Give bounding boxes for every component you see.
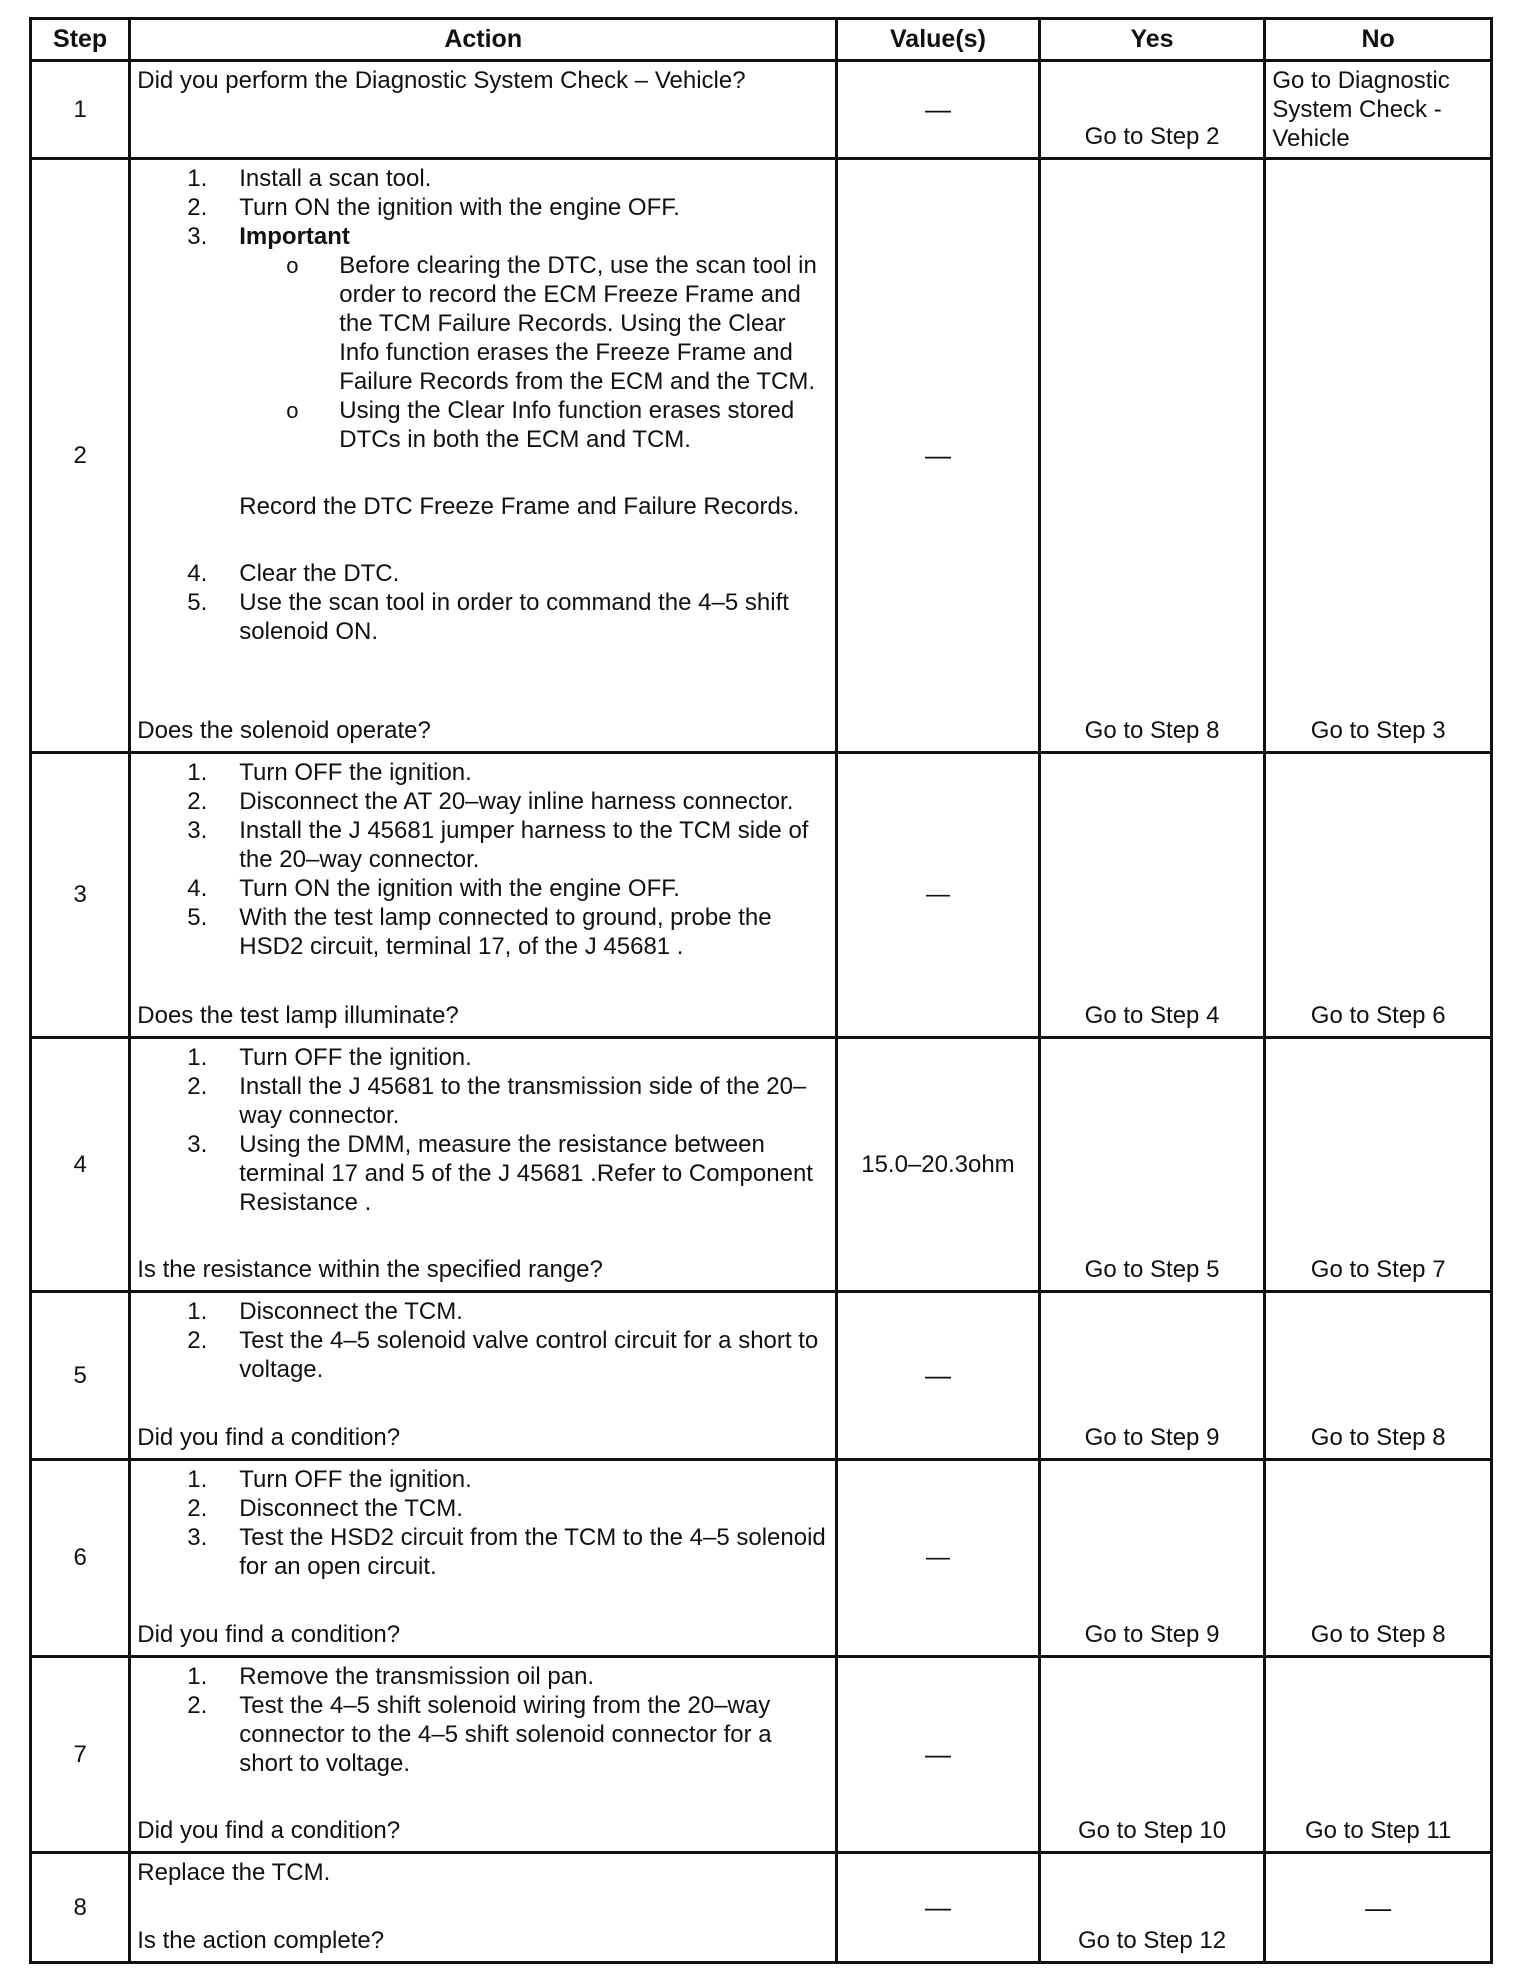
table-row-step-5	[31, 1292, 1492, 1460]
no-cell	[1265, 1038, 1492, 1292]
table-row-step-1	[31, 61, 1492, 159]
header-step: Step	[31, 19, 130, 61]
value-cell	[837, 1038, 1040, 1292]
no-cell	[1265, 1292, 1492, 1460]
no-value: —	[1365, 1892, 1392, 1922]
no-link[interactable]: Go to Diagnostic System Check - Vehicle	[1272, 67, 1450, 152]
action-cell	[130, 1853, 837, 1963]
yes-cell	[1039, 1460, 1265, 1657]
value-text: —	[925, 881, 950, 908]
action-cell	[130, 1038, 837, 1292]
important-label: Important	[239, 223, 350, 250]
action-text: Replace the TCM.	[137, 1859, 331, 1886]
value-text: —	[924, 94, 951, 124]
question-text: Did you find a condition?	[137, 1621, 401, 1648]
action-cell	[130, 1657, 837, 1853]
no-cell	[1265, 1460, 1492, 1657]
list-item: 4. Turn ON the ignition with the engine OFF.	[187, 875, 680, 902]
yes-cell	[1039, 61, 1265, 159]
step-number: 5	[31, 1292, 130, 1460]
list-item: 2. Test the 4–5 shift solenoid wiring from the 20–way connector to the 4–5 shift solenoid connector for a short to voltage.	[187, 1692, 772, 1777]
yes-link[interactable]: Go to Step 4	[1084, 1002, 1220, 1029]
yes-link[interactable]: Go to Step 9	[1084, 1621, 1220, 1648]
action-cell	[130, 61, 837, 159]
important-notes	[286, 251, 829, 454]
no-cell	[1265, 753, 1492, 1038]
list-item: 3. Using the DMM, measure the resistance between terminal 17 and 5 of the J 45681 .Refer to Component Resistance .	[187, 1131, 813, 1216]
yes-cell	[1039, 753, 1265, 1038]
list-item: 5. Use the scan tool in order to command the 4–5 shift solenoid ON.	[187, 589, 789, 645]
note-item: o Using the Clear Info function erases stored DTCs in both the ECM and TCM.	[286, 397, 795, 453]
yes-cell	[1039, 1853, 1265, 1963]
no-cell	[1265, 61, 1492, 159]
value-cell	[837, 1853, 1040, 1963]
no-cell	[1265, 159, 1492, 753]
value-text: 15.0–20.3ohm	[861, 1150, 1015, 1178]
action-text: Did you perform the Diagnostic System Check – Vehicle?	[137, 67, 746, 94]
list-item: 1. Install a scan tool.	[187, 165, 432, 192]
yes-cell	[1039, 1038, 1265, 1292]
value-cell	[837, 753, 1040, 1038]
list-item: 2. Disconnect the TCM.	[187, 1495, 463, 1522]
list-item: 2. Disconnect the AT 20–way inline harness connector.	[187, 788, 794, 815]
bullet-icon: o	[286, 398, 299, 423]
list-item: 3. Important o Before clearing the DTC, use the scan tool in order to record the ECM Freeze Frame and the TCM Failure Records. Using the Clear Info function erases the Freeze Frame and Failure Records from the ECM and the TCM. o Using the Clear Info function erases stored DTCs in both the ECM and TCM.	[137, 222, 829, 454]
list-item: 2. Turn ON the ignition with the engine OFF.	[187, 194, 680, 221]
question-text: Is the resistance within the specified range?	[137, 1256, 603, 1283]
list-item: 2. Test the 4–5 solenoid valve control circuit for a short to voltage.	[187, 1327, 819, 1383]
procedure-list	[137, 1465, 829, 1581]
procedure-list	[137, 758, 829, 961]
step-number: 6	[31, 1460, 130, 1657]
question-text: Did you find a condition?	[137, 1424, 401, 1451]
list-item: 4. Clear the DTC.	[187, 560, 400, 587]
yes-cell	[1039, 1657, 1265, 1853]
value-cell	[837, 1460, 1040, 1657]
procedure-list	[137, 1662, 829, 1778]
list-item: 1. Turn OFF the ignition.	[187, 1466, 472, 1493]
list-item: 1. Remove the transmission oil pan.	[187, 1663, 595, 1690]
header-yes: Yes	[1039, 19, 1265, 61]
yes-cell	[1039, 1292, 1265, 1460]
table-row-step-4	[31, 1038, 1492, 1292]
step-number: 1	[31, 61, 130, 159]
step-number: 8	[31, 1853, 130, 1963]
value-text: —	[924, 1739, 951, 1769]
action-cell	[130, 1460, 837, 1657]
action-cell	[130, 753, 837, 1038]
table-row-step-3	[31, 753, 1492, 1038]
question-text: Is the action complete?	[137, 1927, 385, 1954]
list-item: 3. Install the J 45681 jumper harness to the TCM side of the 20–way connector.	[187, 817, 809, 873]
list-item: 1. Turn OFF the ignition.	[187, 1044, 472, 1071]
list-item: 2. Install the J 45681 to the transmission side of the 20–way connector.	[187, 1073, 807, 1129]
step-number: 7	[31, 1657, 130, 1853]
procedure-list-continued	[137, 559, 829, 646]
header-no: No	[1265, 19, 1492, 61]
value-text: —	[924, 440, 951, 470]
no-link[interactable]: Go to Step 6	[1310, 1002, 1446, 1029]
diagnostic-table	[29, 17, 1493, 1964]
no-link[interactable]: Go to Step 8	[1310, 1424, 1446, 1451]
no-cell	[1265, 1853, 1492, 1963]
question-text: Did you find a condition?	[137, 1817, 401, 1844]
table-row-step-7	[31, 1657, 1492, 1853]
table-row-step-8	[31, 1853, 1492, 1963]
question-text: Does the test lamp illuminate?	[137, 1002, 459, 1029]
yes-link[interactable]: Go to Step 2	[1084, 123, 1220, 150]
procedure-list	[137, 1297, 829, 1384]
yes-link[interactable]: Go to Step 9	[1084, 1424, 1220, 1451]
yes-link[interactable]: Go to Step 5	[1084, 1256, 1220, 1283]
no-link[interactable]: Go to Step 3	[1310, 717, 1446, 744]
step-number: 3	[31, 753, 130, 1038]
procedure-list	[137, 164, 829, 454]
list-item: 5. With the test lamp connected to ground, probe the HSD2 circuit, terminal 17, of the J 45681 .	[187, 904, 772, 960]
value-text: —	[924, 1892, 951, 1922]
step-number: 4	[31, 1038, 130, 1292]
no-cell	[1265, 1657, 1492, 1853]
note-item: o Before clearing the DTC, use the scan tool in order to record the ECM Freeze Frame and the TCM Failure Records. Using the Clear Info function erases the Freeze Frame and Failure Records from the ECM and the TCM.	[286, 252, 817, 395]
procedure-list	[137, 1043, 829, 1217]
yes-link[interactable]: Go to Step 10	[1077, 1817, 1227, 1844]
yes-link[interactable]: Go to Step 8	[1084, 717, 1220, 744]
header-values: Value(s)	[837, 19, 1040, 61]
header-row	[31, 19, 1492, 61]
table-row-step-6	[31, 1460, 1492, 1657]
yes-link[interactable]: Go to Step 12	[1077, 1927, 1227, 1954]
list-item: 3. Test the HSD2 circuit from the TCM to the 4–5 solenoid for an open circuit.	[187, 1524, 826, 1580]
value-cell	[837, 61, 1040, 159]
value-cell	[837, 1657, 1040, 1853]
record-note: Record the DTC Freeze Frame and Failure Records.	[239, 493, 800, 520]
no-link[interactable]: Go to Step 7	[1310, 1256, 1446, 1283]
value-text: —	[925, 1544, 950, 1571]
no-link[interactable]: Go to Step 8	[1310, 1621, 1446, 1648]
action-cell	[130, 1292, 837, 1460]
list-item: 1. Turn OFF the ignition.	[187, 759, 472, 786]
header-action: Action	[130, 19, 837, 61]
bullet-icon: o	[286, 253, 299, 278]
value-cell	[837, 159, 1040, 753]
value-text: —	[924, 1360, 951, 1390]
no-link[interactable]: Go to Step 11	[1305, 1817, 1452, 1844]
yes-cell	[1039, 159, 1265, 753]
step-number: 2	[31, 159, 130, 753]
value-cell	[837, 1292, 1040, 1460]
table-row-step-2	[31, 159, 1492, 753]
action-cell	[130, 159, 837, 753]
question-text: Does the solenoid operate?	[137, 717, 431, 744]
list-item: 1. Disconnect the TCM.	[187, 1298, 463, 1325]
